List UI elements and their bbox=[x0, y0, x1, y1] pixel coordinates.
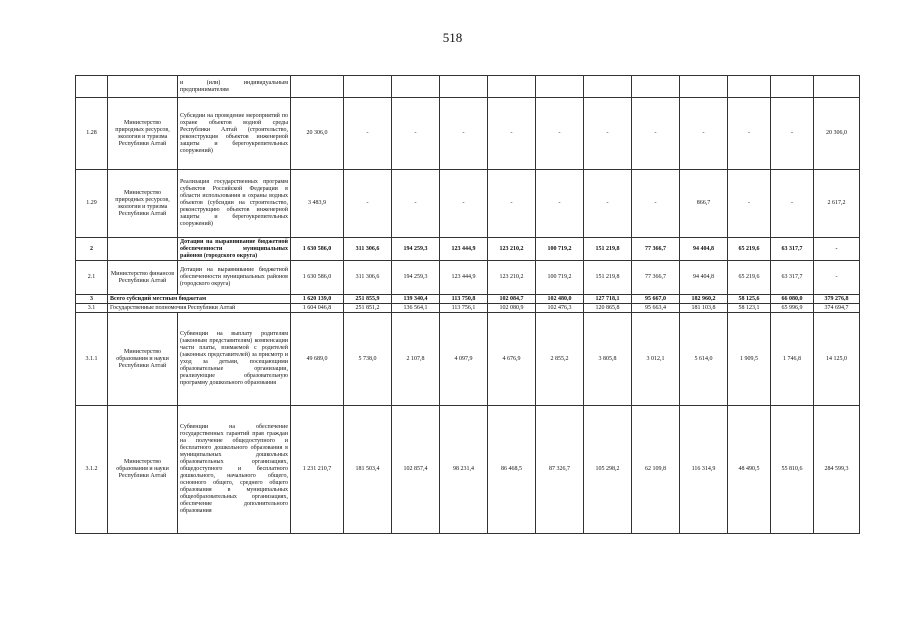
value-cell: 3 805,8 bbox=[584, 313, 632, 406]
value-cell: 1 604 046,8 bbox=[291, 304, 344, 313]
value-cell: 95 667,0 bbox=[632, 295, 680, 304]
value-cell: 3 483,9 bbox=[291, 170, 344, 238]
value-cell: 1 909,5 bbox=[728, 313, 771, 406]
row-number: 2.1 bbox=[76, 261, 108, 295]
value-cell: 379 276,8 bbox=[814, 295, 860, 304]
value-cell: 86 468,5 bbox=[488, 406, 536, 534]
value-cell: 113 750,8 bbox=[440, 295, 488, 304]
value-cell: 102 857,4 bbox=[392, 406, 440, 534]
value-cell: - bbox=[814, 261, 860, 295]
table-row bbox=[76, 406, 860, 534]
value-cell: 120 865,8 bbox=[584, 304, 632, 313]
row-number: 1.29 bbox=[76, 170, 108, 238]
value-cell: 105 298,2 bbox=[584, 406, 632, 534]
value-cell bbox=[440, 76, 488, 98]
value-cell: 127 718,1 bbox=[584, 295, 632, 304]
page-number: 518 bbox=[442, 30, 463, 45]
value-cell: - bbox=[771, 98, 814, 170]
value-cell: 65 219,6 bbox=[728, 238, 771, 261]
value-cell: 48 490,5 bbox=[728, 406, 771, 534]
value-cell bbox=[771, 76, 814, 98]
value-cell bbox=[814, 76, 860, 98]
value-cell: - bbox=[632, 170, 680, 238]
value-cell: 123 210,2 bbox=[488, 238, 536, 261]
table-row bbox=[76, 313, 860, 406]
value-cell: 113 756,1 bbox=[440, 304, 488, 313]
value-cell bbox=[632, 76, 680, 98]
row-description: Субвенции на выплату родителям (законным представителям) компенсации части платы, взимаемой с родителей (законных представителей) за присмотр и уход за детьми, посещающими образовательные организации, реализующие образовательную программу дошкольного образования bbox=[178, 313, 291, 406]
value-cell: 1 630 586,0 bbox=[291, 261, 344, 295]
row-description: Дотации на выравнивание бюджетной обеспеченности муниципальных районов (городского округа) bbox=[178, 238, 291, 261]
table-row bbox=[76, 295, 860, 304]
value-cell: 311 306,6 bbox=[344, 261, 392, 295]
value-cell: 58 123,1 bbox=[728, 304, 771, 313]
value-cell bbox=[536, 76, 584, 98]
value-cell: - bbox=[392, 98, 440, 170]
value-cell: - bbox=[536, 170, 584, 238]
value-cell: - bbox=[584, 170, 632, 238]
value-cell: 151 219,8 bbox=[584, 261, 632, 295]
value-cell bbox=[344, 76, 392, 98]
value-cell: - bbox=[632, 98, 680, 170]
value-cell: 4 097,9 bbox=[440, 313, 488, 406]
value-cell: - bbox=[392, 170, 440, 238]
value-cell: - bbox=[771, 170, 814, 238]
value-cell: 374 694,7 bbox=[814, 304, 860, 313]
row-description: Субвенции на обеспечение государственных гарантий прав граждан на получение общедоступного и бесплатного дошкольного образования в муниципальных дошкольных образовательных организациях, общедоступного и бесплатного дошкольного, начального общего, основного общего, среднего общего образования в муниципальных общеобразовательных организациях, обеспечение дополнительного образования bbox=[178, 406, 291, 534]
row-organization: Министерство финансов Республики Алтай bbox=[108, 261, 178, 295]
value-cell: 3 012,1 bbox=[632, 313, 680, 406]
value-cell: 20 306,0 bbox=[814, 98, 860, 170]
value-cell: 5 738,0 bbox=[344, 313, 392, 406]
value-cell: 116 314,9 bbox=[680, 406, 728, 534]
value-cell: 151 219,8 bbox=[584, 238, 632, 261]
table-row bbox=[76, 76, 860, 98]
value-cell: - bbox=[488, 98, 536, 170]
value-cell: 102 480,0 bbox=[536, 295, 584, 304]
value-cell: 63 317,7 bbox=[771, 261, 814, 295]
value-cell: 251 851,2 bbox=[344, 304, 392, 313]
value-cell: 194 259,3 bbox=[392, 238, 440, 261]
row-organization: Министерство образования и науки Республики Алтай bbox=[108, 313, 178, 406]
row-organization: Министерство природных ресурсов, экологии и туризма Республики Алтай bbox=[108, 170, 178, 238]
value-cell: 4 676,9 bbox=[488, 313, 536, 406]
table-row bbox=[76, 98, 860, 170]
value-cell bbox=[728, 76, 771, 98]
value-cell: 1 231 210,7 bbox=[291, 406, 344, 534]
value-cell: 251 855,9 bbox=[344, 295, 392, 304]
value-cell: 55 810,6 bbox=[771, 406, 814, 534]
row-description: Дотации на выравнивание бюджетной обеспеченности муниципальных районов (городского округа) bbox=[178, 261, 291, 295]
value-cell: 58 125,6 bbox=[728, 295, 771, 304]
value-cell: - bbox=[344, 170, 392, 238]
value-cell: 284 599,3 bbox=[814, 406, 860, 534]
budget-table bbox=[75, 75, 860, 534]
value-cell: 14 125,0 bbox=[814, 313, 860, 406]
value-cell: 65 996,9 bbox=[771, 304, 814, 313]
value-cell: 181 103,8 bbox=[680, 304, 728, 313]
value-cell: 136 564,1 bbox=[392, 304, 440, 313]
row-organization bbox=[108, 76, 178, 98]
value-cell: 102 084,7 bbox=[488, 295, 536, 304]
table-row bbox=[76, 261, 860, 295]
value-cell: - bbox=[440, 170, 488, 238]
value-cell: 49 689,0 bbox=[291, 313, 344, 406]
value-cell: - bbox=[680, 98, 728, 170]
value-cell: - bbox=[536, 98, 584, 170]
value-cell: 94 404,8 bbox=[680, 238, 728, 261]
value-cell: - bbox=[814, 238, 860, 261]
value-cell: 95 663,4 bbox=[632, 304, 680, 313]
value-cell: 123 444,9 bbox=[440, 261, 488, 295]
value-cell: 194 259,3 bbox=[392, 261, 440, 295]
table-row bbox=[76, 304, 860, 313]
value-cell: 2 617,2 bbox=[814, 170, 860, 238]
table-row bbox=[76, 238, 860, 261]
row-number: 3 bbox=[76, 295, 108, 304]
value-cell: 102 476,3 bbox=[536, 304, 584, 313]
value-cell: - bbox=[584, 98, 632, 170]
value-cell: 98 231,4 bbox=[440, 406, 488, 534]
value-cell: 1 630 586,0 bbox=[291, 238, 344, 261]
value-cell: - bbox=[440, 98, 488, 170]
value-cell bbox=[291, 76, 344, 98]
row-number: 3.1.2 bbox=[76, 406, 108, 534]
row-description: Всего субсидий местным бюджетам bbox=[108, 295, 291, 304]
row-description: Государственные полномочия Республики Алтай bbox=[108, 304, 291, 313]
value-cell: 123 210,2 bbox=[488, 261, 536, 295]
value-cell bbox=[680, 76, 728, 98]
value-cell: 66 080,0 bbox=[771, 295, 814, 304]
value-cell: - bbox=[344, 98, 392, 170]
value-cell: 62 109,8 bbox=[632, 406, 680, 534]
value-cell: - bbox=[488, 170, 536, 238]
value-cell: 5 614,0 bbox=[680, 313, 728, 406]
row-description: и (или) индивидуальным предпринимателям bbox=[178, 76, 291, 98]
value-cell: 77 366,7 bbox=[632, 238, 680, 261]
value-cell: 100 719,2 bbox=[536, 261, 584, 295]
row-number: 1.28 bbox=[76, 98, 108, 170]
value-cell: 20 306,0 bbox=[291, 98, 344, 170]
value-cell: 65 219,6 bbox=[728, 261, 771, 295]
row-organization: Министерство образования и науки Республики Алтай bbox=[108, 406, 178, 534]
value-cell: 100 719,2 bbox=[536, 238, 584, 261]
value-cell: 1 620 139,0 bbox=[291, 295, 344, 304]
row-number: 3.1.1 bbox=[76, 313, 108, 406]
value-cell: 1 746,8 bbox=[771, 313, 814, 406]
value-cell: - bbox=[728, 98, 771, 170]
value-cell: 102 080,9 bbox=[488, 304, 536, 313]
value-cell: 77 366,7 bbox=[632, 261, 680, 295]
row-organization: Министерство природных ресурсов, экологии и туризма Республики Алтай bbox=[108, 98, 178, 170]
value-cell bbox=[488, 76, 536, 98]
value-cell: 2 107,8 bbox=[392, 313, 440, 406]
value-cell: 87 326,7 bbox=[536, 406, 584, 534]
table-row bbox=[76, 170, 860, 238]
value-cell: 139 340,4 bbox=[392, 295, 440, 304]
value-cell: - bbox=[728, 170, 771, 238]
row-description: Субсидии на проведение мероприятий по охране объектов водной среды Республики Алтай (строительство, реконструкция объектов инженерной защиты и берегоукрепительных сооружений) bbox=[178, 98, 291, 170]
row-number: 3.1 bbox=[76, 304, 108, 313]
value-cell: 123 444,9 bbox=[440, 238, 488, 261]
value-cell: 182 960,2 bbox=[680, 295, 728, 304]
value-cell: 866,7 bbox=[680, 170, 728, 238]
value-cell: 2 855,2 bbox=[536, 313, 584, 406]
row-number bbox=[76, 76, 108, 98]
row-organization bbox=[108, 238, 178, 261]
value-cell bbox=[584, 76, 632, 98]
value-cell: 63 317,7 bbox=[771, 238, 814, 261]
value-cell: 94 404,8 bbox=[680, 261, 728, 295]
value-cell: 181 503,4 bbox=[344, 406, 392, 534]
row-description: Реализация государственных программ субъектов Российской Федерации в области использования и охраны водных объектов (субсидии на строительство, реконструкцию объектов инженерной защиты и берегоукрепительных сооружений) bbox=[178, 170, 291, 238]
value-cell bbox=[392, 76, 440, 98]
value-cell: 311 306,6 bbox=[344, 238, 392, 261]
row-number: 2 bbox=[76, 238, 108, 261]
